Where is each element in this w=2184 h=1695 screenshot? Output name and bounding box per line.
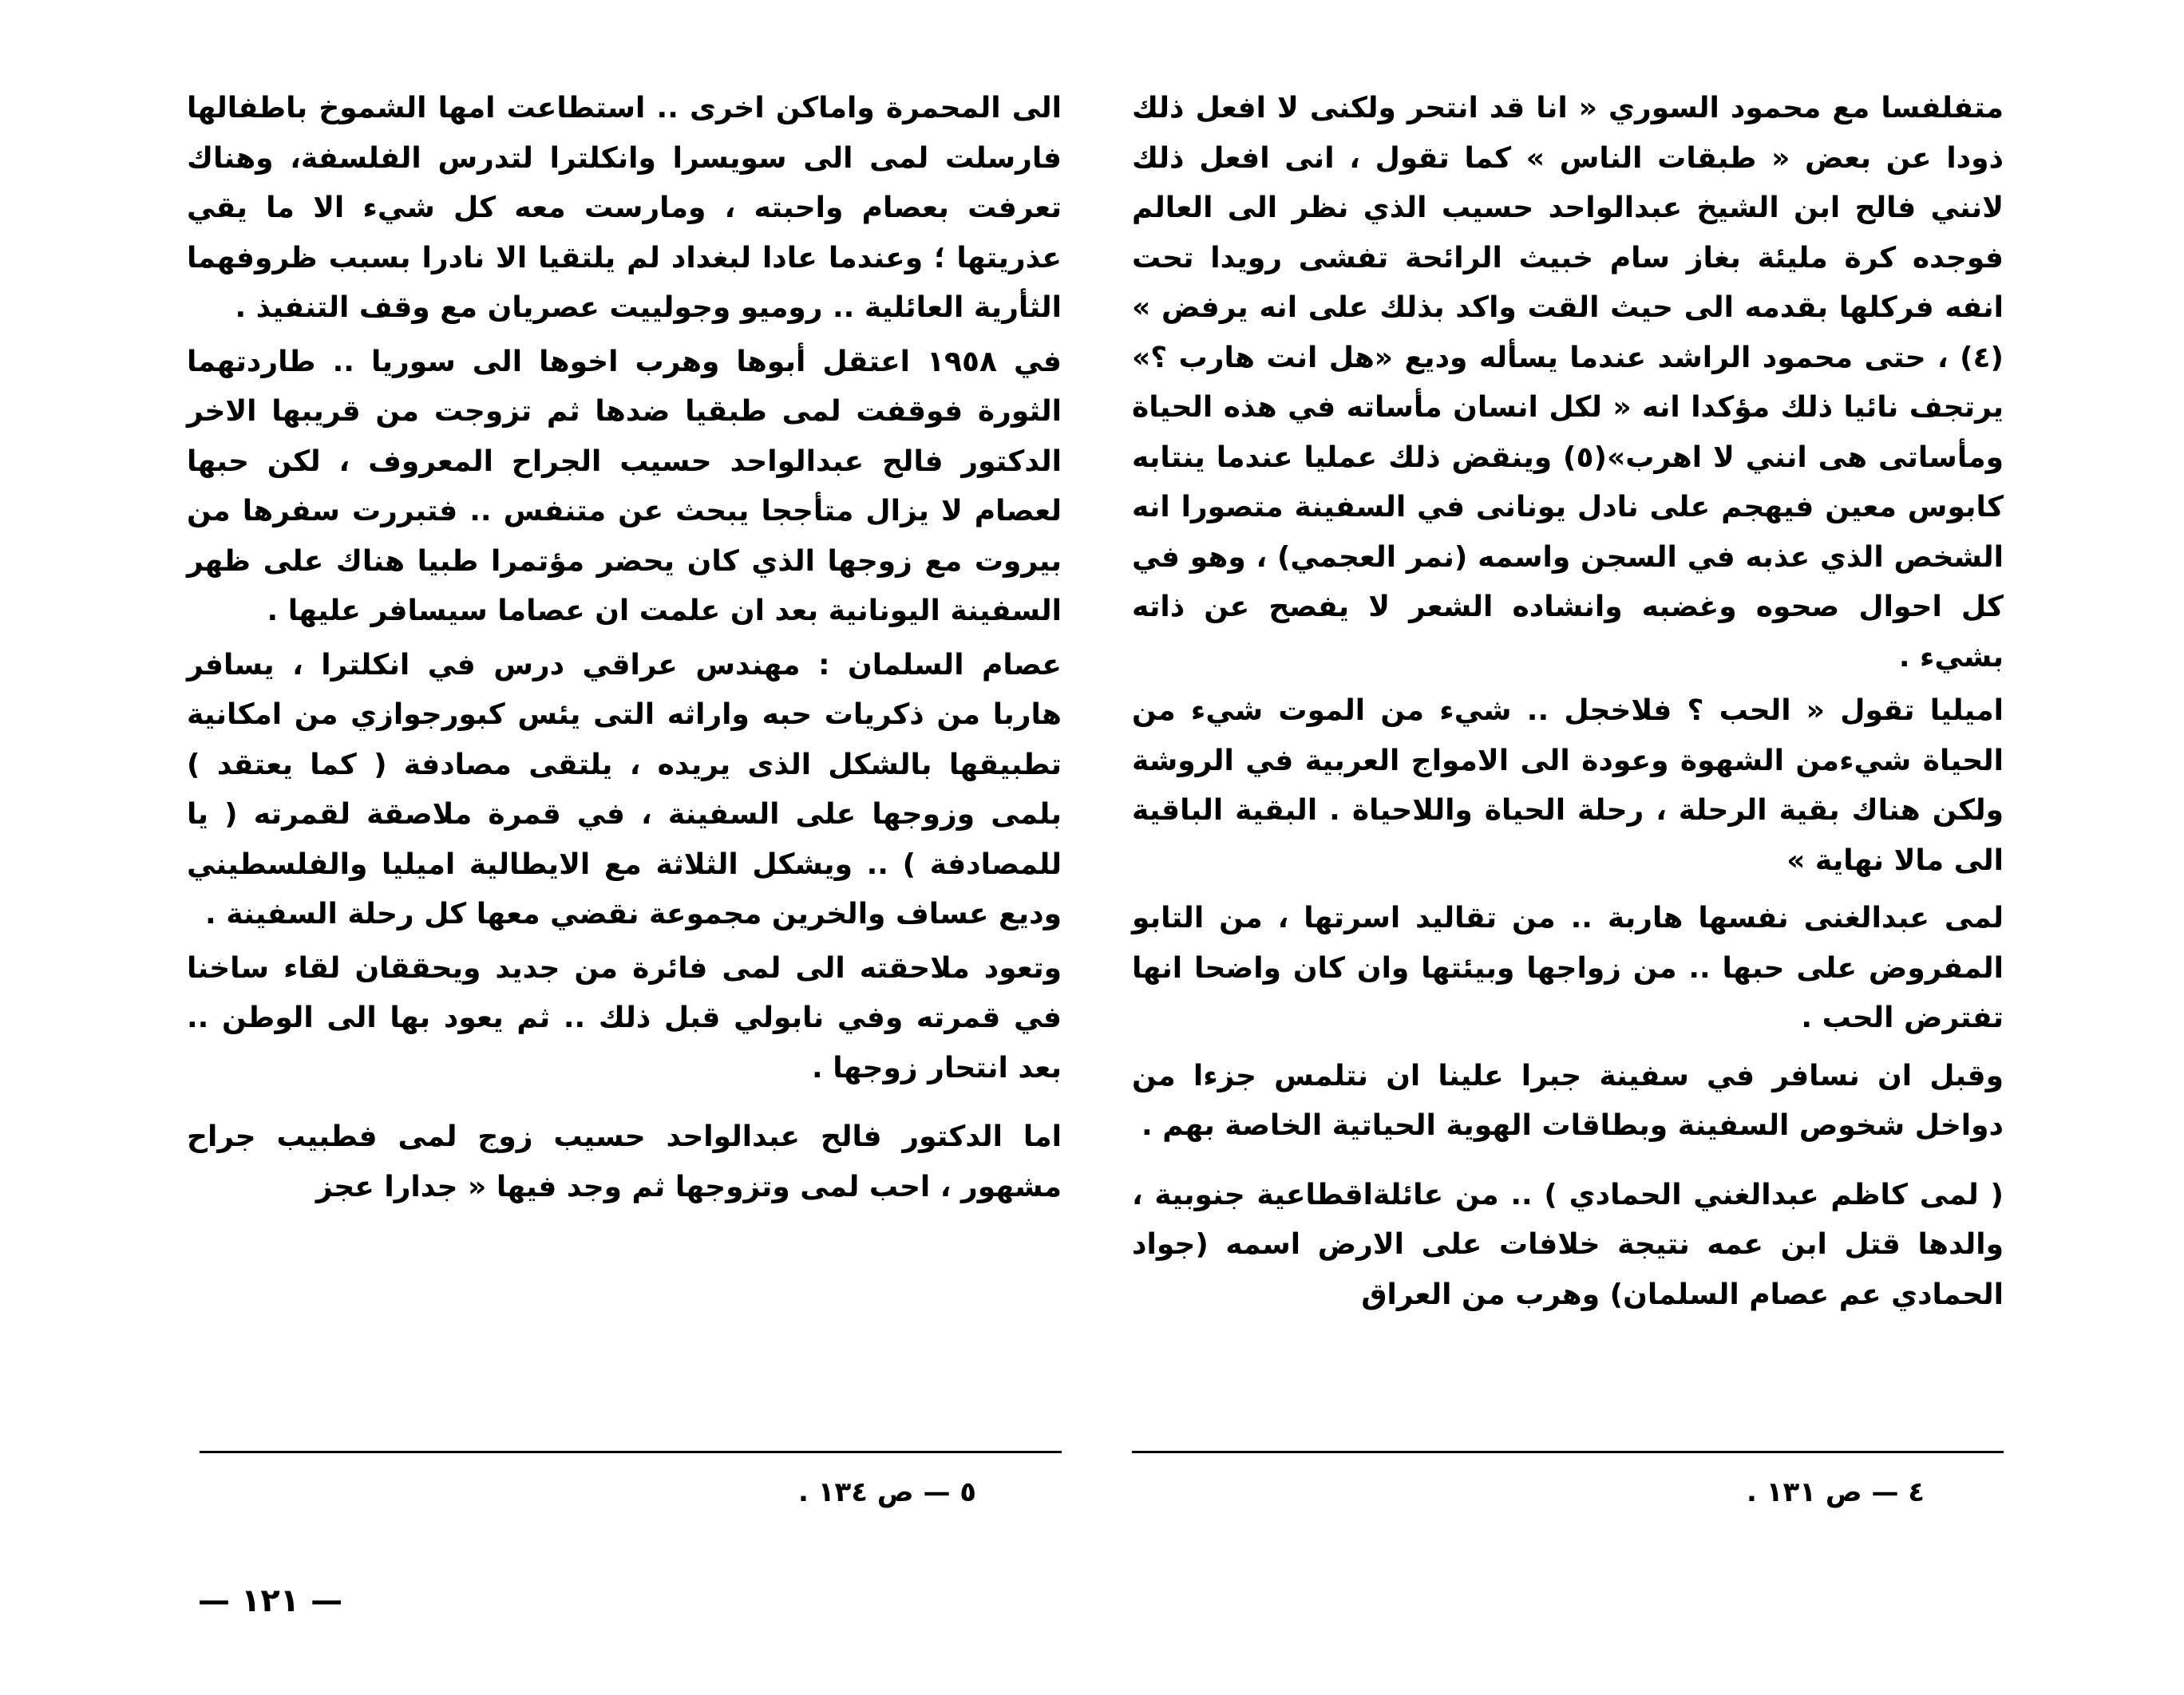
page-number: — ١٢١ — <box>198 1582 343 1619</box>
paragraph: وتعود ملاحقته الى لمى فائرة من جديد ويحققان لقاء ساخنا في قمرته وفي نابولي قبل ذلك .. ثم يعود بها الى الوطن .. بعد انتحار زوجها . <box>187 951 1062 1085</box>
paragraph: وقبل ان نسافر في سفينة جبرا علينا ان نتلمس جزءا من دواخل شخوص السفينة وبطاقات الهوية الحياتية الخاصة بهم . <box>1132 1059 2004 1142</box>
footnote-left: ٥ — ص ١٣٤ . <box>798 1476 977 1508</box>
footnote-divider-right <box>1132 1451 2004 1453</box>
left-text-column <box>187 84 1062 1212</box>
paragraph: الى المحمرة واماكن اخرى .. استطاعت امها الشموخ باطفالها فارسلت لمى الى سويسرا وانكلترا لتدرس الفلسفة، وهناك تعرفت بعصام واحبته ، ومارست معه كل شيء الا ما يقي عذريتها ؛ وعندما عادا لبغداد لم يلتقيا الا نادرا بسبب ظروفهما الثأرية العائلية .. روميو وجولييت عصريان مع وقف التنفيذ . <box>187 92 1062 324</box>
paragraph: ( لمى كاظم عبدالغني الحمادي ) .. من عائلةاقطاعية جنوبية ، والدها قتل ابن عمه نتيجة خلافات على الارض اسمه (جواد الحمادي عم عصام السلمان) وهرب من العراق <box>1132 1178 2004 1311</box>
footnote-right: ٤ — ص ١٣١ . <box>1747 1476 1925 1508</box>
paragraph: عصام السلمان : مهندس عراقي درس في انكلترا ، يسافر هاربا من ذكريات حبه واراثه التى يئس كبورجوازي من امكانية تطبيقها بالشكل الذى يريده ، يلتقى مصادفة ( كما يعتقد ) بلمى وزوجها على السفينة ، في قمرة ملاصقة لقمرته ( يا للمصادفة ) .. ويشكل الثلاثة مع الايطالية اميليا والفلسطيني وديع عساف والخرين مجموعة نقضي معها كل رحلة السفينة . <box>187 648 1062 930</box>
paragraph: اما الدكتور فالح عبدالواحد حسيب زوج لمى فطبيب جراح مشهور ، احب لمى وتزوجها ثم وجد فيها « جدارا عجز <box>187 1120 1062 1203</box>
paragraph: متفلفسا مع محمود السوري « انا قد انتحر ولكنى لا افعل ذلك ذودا عن بعض « طبقات الناس » كما تقول ، انى افعل ذلك لانني فالح ابن الشيخ عبدالواحد حسيب الذي نظر الى العالم فوجده كرة مليئة بغاز سام خبيث الرائحة تفشى رويدا تحت انفه فركلها بقدمه الى حيث القت واكد بذلك على انه يرفض » (٤) ، حتى محمود الراشد عندما يسأله وديع «هل انت هارب ؟» يرتجف نائيا ذلك مؤكدا انه « لكل انسان مأساته في هذه الحياة ومأساتى هى انني لا اهرب»(٥) وينقض ذلك عمليا عندما ينتابه كابوس معين فيهجم على نادل يونانى في السفينة متصورا انه الشخص الذي عذبه في السجن واسمه (نمر العجمي) ، وهو في كل احوال صحوه وغضبه وانشاده الشعر لا يفصح عن ذاته بشيء . <box>1132 92 2004 674</box>
paragraph: في ١٩٥٨ اعتقل أبوها وهرب اخوها الى سوريا .. طاردتهما الثورة فوقفت لمى طبقيا ضدها ثم تزوجت من قريبها الاخر الدكتور فالح عبدالواحد حسيب الجراح المعروف ، لكن حبها لعصام لا يزال متأججا يبحث عن متنفس .. فتبررت سفرها من بيروت مع زوجها الذي كان يحضر مؤتمرا طبيا هناك على ظهر السفينة اليونانية بعد ان علمت ان عصاما سيسافر عليها . <box>187 345 1062 627</box>
right-text-column <box>1132 84 2004 1320</box>
paragraph: اميليا تقول « الحب ؟ فلاخجل .. شيء من الموت شيء من الحياة شيءمن الشهوة وعودة الى الامواج العربية في الروشة ولكن هناك بقية الرحلة ، رحلة الحياة واللاحياة . البقية الباقية الى مالا نهاية » <box>1132 694 2004 877</box>
footnote-divider-left <box>200 1451 1062 1453</box>
paragraph: لمى عبدالغنى نفسها هاربة .. من تقاليد اسرتها ، من التابو المفروض على حبها .. من زواجها وبيئتها وان كان واضحا انها تفترض الحب . <box>1132 902 2004 1034</box>
